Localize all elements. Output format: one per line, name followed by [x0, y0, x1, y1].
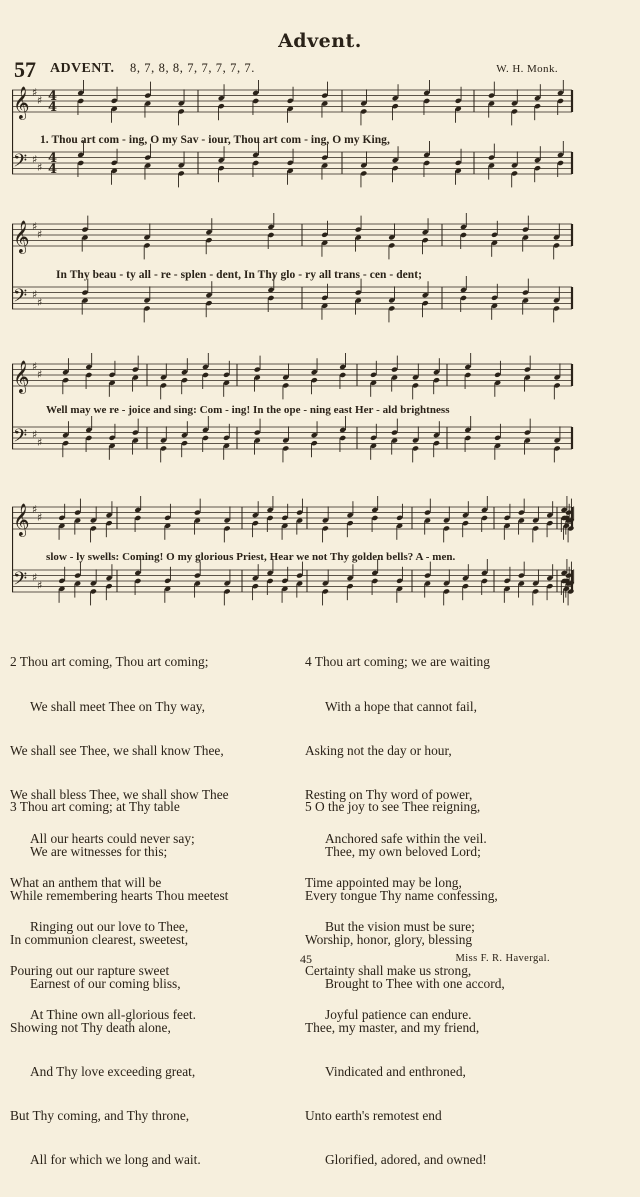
verse-line: At Thine own all-glorious feet.	[30, 1007, 196, 1023]
bass-clef-icon: 𝄢	[13, 151, 28, 176]
verse-line: We are witnesses for this;	[30, 843, 168, 859]
treble-clef-icon: 𝄞	[13, 86, 30, 119]
time-signature: 4	[48, 89, 58, 104]
lyric-line-2: In Thy beau - ty all - re - splen - dent, In Thy glo - ry all trans - cen - dent;	[56, 269, 423, 281]
verse-line: We shall see Thee, we shall know Thee,	[10, 742, 224, 758]
treble-clef-icon: 𝄞	[13, 360, 30, 393]
verse-line: Pouring out our rapture sweet	[10, 963, 170, 979]
hymn-number: 57	[14, 57, 36, 82]
page-number: 45	[300, 952, 312, 966]
verse-line: What an anthem that will be	[10, 874, 162, 890]
sharp-icon: ♯	[32, 153, 38, 166]
composer: W. H. Monk.	[496, 63, 558, 75]
sharp-icon: ♯	[32, 428, 38, 441]
sharp-icon: ♯	[37, 296, 43, 309]
verse-line: But Thy coming, and Thy throne,	[10, 1108, 190, 1124]
lyric-line-3: Well may we re - joice and sing: Com - ing! In the ope - ning east Her - ald brightness	[46, 404, 450, 416]
verse-line: We shall meet Thee on Thy way,	[30, 698, 205, 714]
hymn-author: Miss F. R. Havergal.	[455, 953, 550, 964]
treble-clef-icon: 𝄞	[13, 220, 30, 253]
verse-line: We shall bless Thee, we shall show Thee	[10, 786, 229, 802]
verse-line: Unto earth's remotest end	[305, 1108, 442, 1124]
verse-3	[10, 771, 228, 1197]
sharp-icon: ♯	[32, 360, 38, 373]
verse-line: While remembering hearts Thou meetest	[10, 887, 229, 903]
verse-line: Brought to Thee with one accord,	[325, 975, 505, 991]
time-signature: 4	[48, 100, 58, 115]
treble-clef-icon: 𝄞	[13, 503, 30, 536]
verse-5	[305, 771, 505, 1197]
time-signature: 4	[48, 151, 58, 166]
verse-line: Asking not the day or hour,	[305, 742, 452, 758]
sharp-icon: ♯	[32, 288, 38, 301]
sharp-icon: ♯	[32, 220, 38, 233]
sharp-icon: ♯	[32, 86, 38, 99]
verse-line: All our hearts could never say;	[30, 830, 195, 846]
sharp-icon: ♯	[37, 436, 43, 449]
sharp-icon: ♯	[37, 511, 43, 524]
verse-line: Time appointed may be long,	[305, 874, 462, 890]
tune-name: ADVENT.	[50, 61, 115, 76]
bass-clef-icon: 𝄢	[13, 426, 28, 451]
sharp-icon: ♯	[37, 94, 43, 107]
sharp-icon: ♯	[37, 228, 43, 241]
sharp-icon: ♯	[37, 161, 43, 174]
verse-line: Worship, honor, glory, blessing	[305, 931, 473, 947]
verse-line: 3 Thou art coming; at Thy table	[10, 799, 180, 815]
verse-line: Resting on Thy word of power,	[305, 786, 473, 802]
verse-line: Thee, my master, and my friend,	[305, 1019, 480, 1035]
verse-line: Every tongue Thy name confessing,	[305, 887, 498, 903]
sharp-icon: ♯	[37, 579, 43, 592]
verse-line: Showing not Thy death alone,	[10, 1019, 171, 1035]
lyric-line-4: slow - ly swells: Coming! O my glorious Priest, Hear we not Thy golden bells? A - men.	[46, 551, 456, 563]
verse-line: And Thy love exceeding great,	[30, 1064, 196, 1080]
verse-line: Earnest of our coming bliss,	[30, 975, 181, 991]
verse-line: 2 Thou art coming, Thou art coming;	[10, 654, 209, 670]
verse-line: Vindicated and enthroned,	[325, 1064, 466, 1080]
meter: 8, 7, 8, 8, 7, 7, 7, 7, 7.	[130, 61, 255, 75]
lyric-line-1: 1. Thou art com - ing, O my Sav - iour, Thou art com - ing, O my King,	[40, 134, 390, 146]
verse-line: All for which we long and wait.	[30, 1152, 201, 1168]
sharp-icon: ♯	[37, 368, 43, 381]
bass-clef-icon: 𝄢	[13, 286, 28, 311]
sharp-icon: ♯	[32, 571, 38, 584]
verse-line: In communion clearest, sweetest,	[10, 931, 189, 947]
bass-clef-icon: 𝄢	[13, 569, 28, 594]
verse-line: Thee, my own beloved Lord;	[325, 843, 481, 859]
sharp-icon: ♯	[32, 503, 38, 516]
verse-line: But the vision must be sure;	[325, 919, 475, 935]
verse-line: Ringing out our love to Thee,	[30, 919, 189, 935]
verse-line: Certainty shall make us strong,	[305, 963, 472, 979]
time-signature: 4	[48, 162, 58, 177]
verse-line: Joyful patience can endure.	[325, 1007, 472, 1023]
section-title: Advent.	[278, 30, 362, 52]
verse-line: 5 O the joy to see Thee reigning,	[305, 799, 481, 815]
verse-line: 4 Thou art coming; we are waiting	[305, 654, 490, 670]
verse-line: Glorified, adored, and owned!	[325, 1152, 487, 1168]
verse-line: Anchored safe within the veil.	[325, 830, 487, 846]
verse-line: With a hope that cannot fail,	[325, 698, 477, 714]
